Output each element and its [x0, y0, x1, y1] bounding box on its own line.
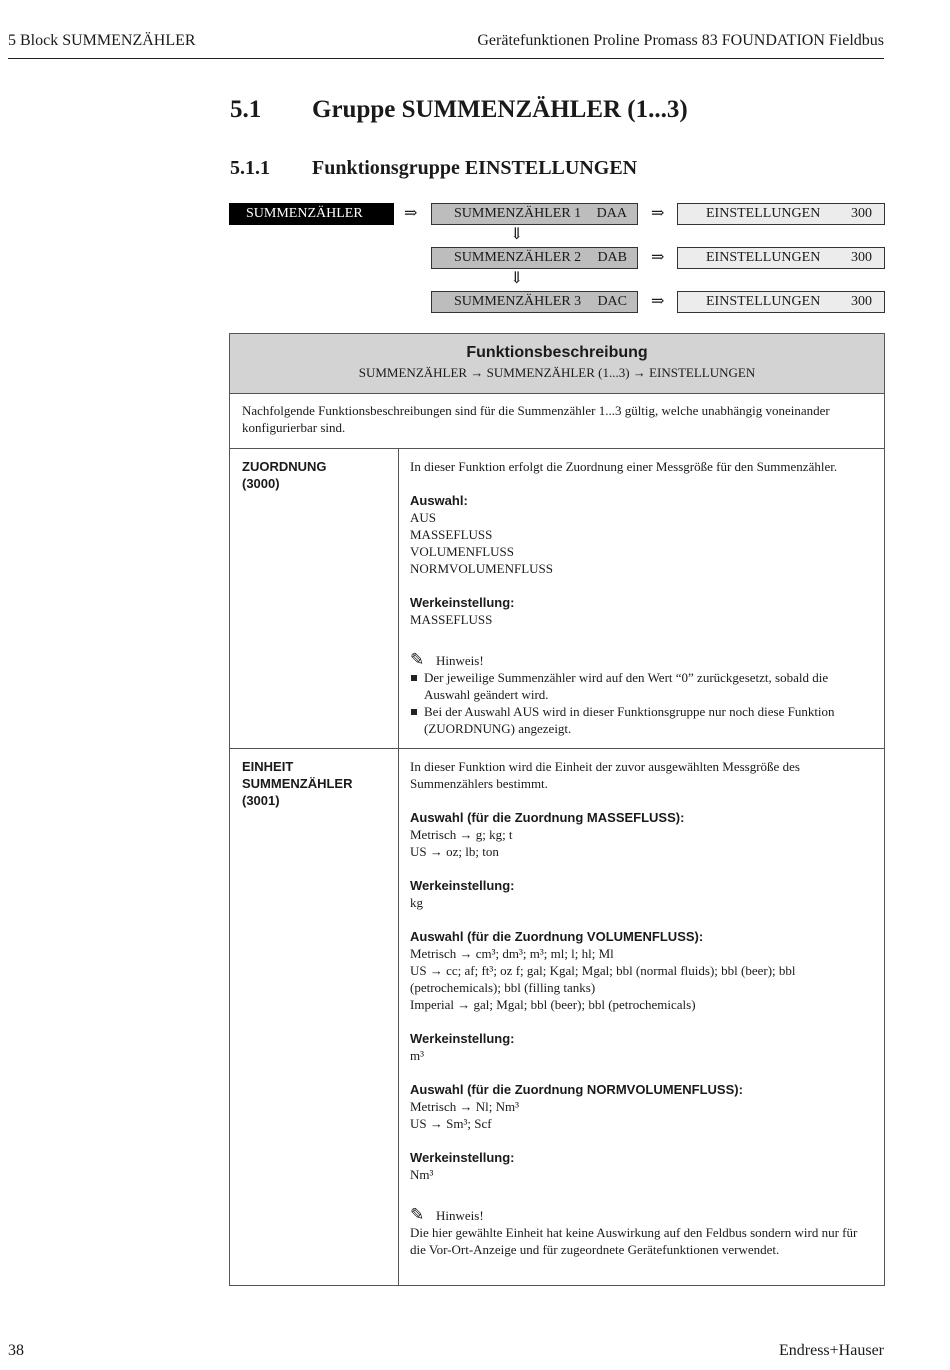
section-heading — [230, 96, 688, 124]
choice-item: US → cc; af; ft³; oz f; gal; Kgal; Mgal; bbl (normal fluids); bbl (beer); bbl (petrochemicals); bbl (filling tanks) — [410, 963, 796, 995]
function-label-einheit — [242, 758, 353, 809]
row-divider — [230, 448, 884, 449]
default-label: Werkeinstellung: — [410, 1031, 515, 1046]
hint-item: Der jeweilige Summenzähler wird auf den Wert “0” zurückgesetzt, sobald die Auswahl geändert wird. — [410, 669, 872, 703]
choice-item: US → oz; lb; ton — [410, 844, 499, 859]
function-name: EINHEIT — [242, 759, 294, 774]
column-divider — [398, 448, 399, 1285]
choice-item: MASSEFLUSS — [410, 527, 493, 542]
nav-group-3 — [431, 291, 638, 313]
choice-label: Auswahl: — [410, 493, 468, 508]
nav-target-label: EINSTELLUNGEN — [706, 294, 821, 309]
subsection-number: 5.1.1 — [230, 157, 270, 179]
hint-heading — [410, 651, 872, 669]
nav-group-code: DAC — [597, 294, 627, 309]
right-arrow-icon: ⇒ — [651, 205, 665, 222]
nav-group-code: DAA — [596, 206, 627, 221]
function-name: SUMMENZÄHLER — [242, 776, 353, 791]
function-description: In dieser Funktion wird die Einheit der zuvor ausgewählten Messgröße des Summenzählers bestimmt. — [410, 759, 800, 791]
table-title: Funktionsbeschreibung — [466, 344, 648, 361]
choice-item: Metrisch → g; kg; t — [410, 827, 513, 842]
choice-item: NORMVOLUMENFLUSS — [410, 561, 554, 576]
choice-item: VOLUMENFLUSS — [410, 544, 515, 559]
default-value: m³ — [410, 1048, 425, 1063]
subsection-heading — [230, 157, 637, 180]
function-description-table — [229, 333, 885, 1286]
default-value: kg — [410, 895, 423, 910]
nav-target-code: 300 — [851, 250, 872, 265]
right-arrow-icon: ⇒ — [651, 249, 665, 266]
nav-group-label: SUMMENZÄHLER 3 — [454, 294, 582, 309]
default-label: Werkeinstellung: — [410, 1150, 515, 1165]
function-name: ZUORDNUNG — [242, 459, 327, 474]
down-arrow-icon: ⇓ — [510, 226, 524, 243]
section-number: 5.1 — [230, 96, 262, 123]
nav-target-1 — [677, 203, 885, 225]
hint-label: Hinweis! — [436, 653, 484, 668]
nav-target-code: 300 — [851, 206, 872, 221]
nav-group-label: SUMMENZÄHLER 1 — [454, 206, 582, 221]
nav-group-label: SUMMENZÄHLER 2 — [454, 250, 582, 265]
nav-group-code: DAB — [597, 250, 627, 265]
nav-target-2 — [677, 247, 885, 269]
hint-list — [410, 669, 872, 737]
pencil-icon: ✎ — [410, 650, 425, 669]
section-title: Gruppe SUMMENZÄHLER (1...3) — [312, 96, 688, 123]
table-header — [230, 334, 884, 394]
choice-item: Metrisch → Nl; Nm³ — [410, 1099, 519, 1114]
header-rule — [8, 58, 884, 59]
pencil-icon: ✎ — [410, 1205, 425, 1224]
subsection-title: Funktionsgruppe EINSTELLUNGEN — [312, 157, 638, 179]
choice-label: Auswahl (für die Zuordnung VOLUMENFLUSS): — [410, 929, 704, 944]
choice-item: AUS — [410, 510, 437, 525]
nav-target-3 — [677, 291, 885, 313]
page-number: 38 — [8, 1342, 24, 1359]
nav-target-label: EINSTELLUNGEN — [706, 250, 821, 265]
default-value: MASSEFLUSS — [410, 612, 493, 627]
choice-label: Auswahl (für die Zuordnung MASSEFLUSS): — [410, 810, 685, 825]
function-code: (3001) — [242, 793, 280, 808]
nav-root-block — [229, 203, 394, 225]
function-code: (3000) — [242, 476, 280, 491]
nav-target-code: 300 — [851, 294, 872, 309]
choice-item: Imperial → gal; Mgal; bbl (beer); bbl (petrochemicals) — [410, 997, 696, 1012]
page-header-title: Gerätefunktionen Proline Promass 83 FOUNDATION Fieldbus — [477, 32, 884, 49]
function-description: In dieser Funktion erfolgt die Zuordnung einer Messgröße für den Summenzähler. — [410, 459, 838, 474]
hint-text: Die hier gewählte Einheit hat keine Auswirkung auf den Feldbus sondern wird nur für die Vor-Ort-Anzeige und für zugeordnete Gerätefunktionen verwendet. — [410, 1225, 858, 1257]
hint-label: Hinweis! — [436, 1208, 484, 1223]
brand-name: Endress+Hauser — [779, 1342, 884, 1359]
default-label: Werkeinstellung: — [410, 878, 515, 893]
hint-heading — [410, 1206, 872, 1224]
default-label: Werkeinstellung: — [410, 595, 515, 610]
nav-target-label: EINSTELLUNGEN — [706, 206, 821, 221]
nav-group-1 — [431, 203, 638, 225]
right-arrow-icon: ⇒ — [651, 293, 665, 310]
right-arrow-icon: ⇒ — [404, 205, 418, 222]
page-header-section: 5 Block SUMMENZÄHLER — [8, 32, 196, 49]
choice-item: US → Sm³; Scf — [410, 1116, 492, 1131]
table-intro: Nachfolgende Funktionsbeschreibungen sind für die Summenzähler 1...3 gültig, welche unabhängig voneinander konfigurierbar sind. — [242, 403, 830, 435]
hint-item: Bei der Auswahl AUS wird in dieser Funktionsgruppe nur noch diese Funktion (ZUORDNUNG) angezeigt. — [410, 703, 872, 737]
function-label-zuordnung — [242, 458, 327, 492]
function-body-einheit — [410, 758, 872, 1258]
default-value: Nm³ — [410, 1167, 434, 1182]
table-path: SUMMENZÄHLER → SUMMENZÄHLER (1...3) → EINSTELLUNGEN — [358, 365, 756, 380]
nav-group-2 — [431, 247, 638, 269]
row-divider — [230, 748, 884, 749]
choice-item: Metrisch → cm³; dm³; m³; ml; l; hl; Ml — [410, 946, 614, 961]
down-arrow-icon: ⇓ — [510, 270, 524, 287]
nav-root-label: SUMMENZÄHLER — [246, 206, 363, 221]
choice-label: Auswahl (für die Zuordnung NORMVOLUMENFLUSS): — [410, 1082, 743, 1097]
function-body-zuordnung — [410, 458, 872, 737]
